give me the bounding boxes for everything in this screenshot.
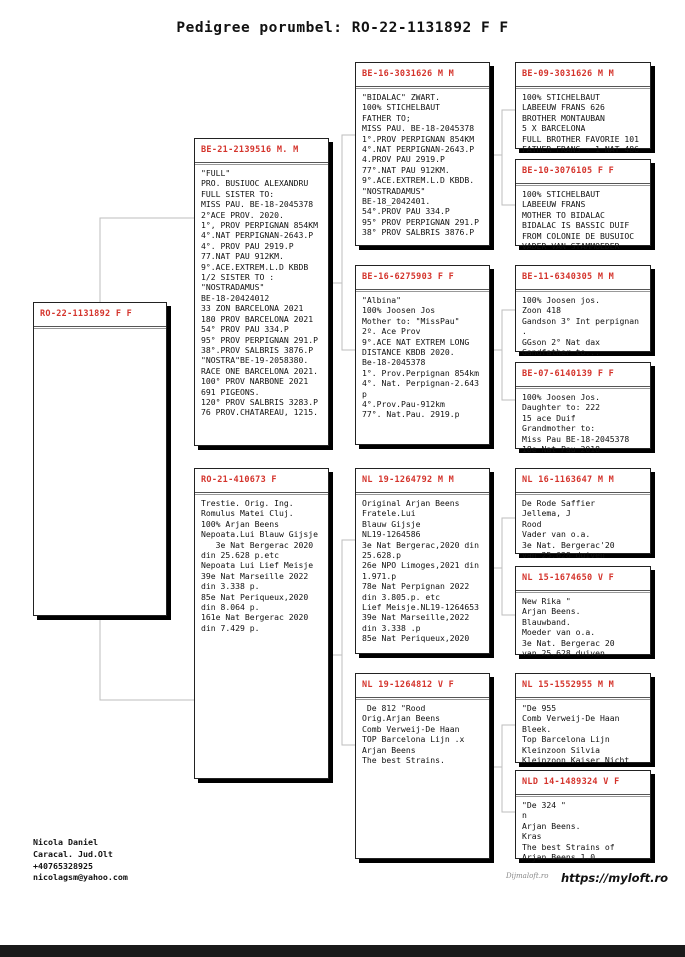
dam-dam-dam-details: "De 324 " n Arjan Beens. Kras The best Strains of Arjan Beens 1.0 (522, 800, 615, 863)
header-divider (516, 492, 650, 493)
header-divider-secondary (516, 88, 650, 89)
sire-sire-card (355, 62, 490, 246)
header-divider (516, 794, 650, 795)
header-divider (356, 492, 489, 493)
subject-ring-number: RO-22-1131892 F F (40, 309, 133, 319)
sire-dam-ring-number: BE-16-6275903 F F (362, 272, 455, 282)
owner-city: Caracal. Jud.Olt (33, 848, 113, 859)
dam-dam-sire-details: "De 955 Comb Verweij-De Haan Bleek. Top Barcelona Lijn Kleinzoon Silvia Kleinzoon Kaiser Nicht (522, 703, 630, 766)
header-divider (516, 386, 650, 387)
dam-sire-card (355, 468, 490, 654)
header-divider (356, 289, 489, 290)
header-divider-secondary (356, 494, 489, 495)
header-divider-secondary (34, 328, 166, 329)
dam-dam-ring-number: NL 19-1264812 V F (362, 680, 455, 690)
sire-sire-dam-details: 100% STICHELBAUT LABEEUW FRANS MOTHER TO BIDALAC BIDALAC IS BASSIC DUIF FROM COLONIE DE BUSUIOC VADER VAN STAMMOEDER (522, 189, 635, 252)
sire-sire-ring-number: BE-16-3031626 M M (362, 69, 455, 79)
sire-dam-sire-ring-number: BE-11-6340305 M M (522, 272, 615, 282)
sire-ring-number: BE-21-2139516 M. M (201, 145, 299, 155)
header-divider (34, 326, 166, 327)
owner-info (33, 837, 128, 884)
header-divider (516, 697, 650, 698)
header-divider (195, 492, 328, 493)
dam-sire-sire-details: De Rode Saffier Jellema, J Rood Vader van o.a. 3e Nat. Bergerac'20 van 25.628 duiven (522, 498, 615, 561)
website-link[interactable]: https://myloft.ro (561, 871, 669, 885)
dam-sire-dam-details: New Rika " Arjan Beens. Blauwband. Moeder van o.a. 3e Nat. Bergerac 20 van 25.628 duiven (522, 596, 615, 659)
dam-details: Trestie. Orig. Ing. Romulus Matei Cluj. 100% Arjan Beens Nepoata.Lui Blauw Gijsje 3e Nat Bergerac 2020 din 25.628 p.etc Nepoata Lui Lief Meisje 39e Nat Marseille 2022 din 3.338 p. 85e Nat Periqueux,2020 din 8.064 p. 161e Nat Bergerac 2020 din 7.429 p. (201, 498, 318, 633)
header-divider-secondary (516, 699, 650, 700)
page-title: Pedigree porumbel: RO-22-1131892 F F (176, 20, 509, 36)
sire-dam-dam-ring-number: BE-07-6140139 F F (522, 369, 615, 379)
bottom-frame-edge (0, 945, 685, 957)
owner-name: Nicola Daniel (33, 837, 98, 847)
header-divider (356, 86, 489, 87)
header-divider (516, 86, 650, 87)
sire-dam-card (355, 265, 490, 445)
sire-sire-sire-ring-number: BE-09-3031626 M M (522, 69, 615, 79)
dam-ring-number: RO-21-410673 F (201, 475, 277, 485)
header-divider-secondary (516, 388, 650, 389)
signature-logo: Dijmaloft.ro (506, 872, 549, 880)
dam-dam-dam-card (515, 770, 651, 863)
subject-card (33, 302, 167, 616)
sire-sire-details: "BIDALAC" ZWART. 100% STICHELBAUT FATHER TO; MISS PAU. BE-18-2045378 1°.PROV PERPIGNAN 854KM 4°.NAT PERPIGNAN-2643.P 4.PROV PAU 2919.P 77°.NAT PAU 912KM. 9°.ACE.EXTREM.L.D KBDB. "NOSTRADAMUS" BE-18_2042401. 54°.PROV PAU 334.P 95° PROV PERPIGNAN 291.P 38° PROV SALBRIS 3876.P (362, 92, 479, 238)
dam-dam-card (355, 673, 490, 859)
header-divider-secondary (356, 88, 489, 89)
dam-sire-sire-ring-number: NL 16-1163647 M M (522, 475, 615, 485)
dam-sire-dam-ring-number: NL 15-1674650 V F (522, 573, 615, 583)
sire-details: "FULL" PRO. BUSIUOC ALEXANDRU FULL SISTER TO: MISS PAU. BE-18-2045378 2°ACE PROV. 2020. 1°, PROV PERPIGNAN 854KM 4°.NAT PERPIGNAN-2643.P 4°. PROV PAU 2919.P 77.NAT PAU 912KM. 9°.ACE.EXTREM.L.D KBDB 1/2 SISTER TO : "NOSTRADAMUS" BE-18-20424012 33 ZON BARCELONA 2021 180 PROV BARCELONA 2021 54° PROV PAU 334.P 95° PROV PERPIGNAN 291.P 38°.PROV SALBRIS 3876.P "NOSTRA"BE-19-2058380. RACE ONE BARCELONA 2021. 100° PROV NARBONE 2021 691 PIGEONS. 120° PROV SALBRIS 3283.P 76 PROV.CHATAREAU, 1215. (201, 168, 318, 418)
dam-dam-sire-card (515, 673, 651, 766)
header-divider (516, 183, 650, 184)
sire-sire-sire-details: 100% STICHELBAUT LABEEUW FRANS 626 BROTHER MONTAUBAN 5 X BARCELONA FULL BROTHER FAVORIE 101 FATHER FRANS - 1 NAT 486 (522, 92, 639, 155)
owner-phone: +40765328925 (33, 860, 93, 871)
dam-sire-details: Original Arjan Beens Fratele.Lui Blauw Gijsje NL19-1264586 3e Nat Bergerac,2020 din 25.628.p 26e NPO Limoges,2021 din 1.971.p 78e Nat Perpignan 2022 din 3.805.p. etc Lief Meisje.NL19-1264653 39e Nat Marseille,2022 din 3.338 .p 85e Nat Periqueux,2020 (362, 498, 479, 644)
sire-dam-dam-card (515, 362, 651, 455)
header-divider-secondary (516, 185, 650, 186)
dam-dam-dam-ring-number: NLD 14-1489324 V F (522, 777, 620, 787)
sire-dam-sire-details: 100% Joosen jos. Zoon 418 Gandson 3° Int perpignan . GGson 2° Nat dax Gandfather to... (522, 295, 639, 358)
header-divider-secondary (516, 796, 650, 797)
dam-sire-dam-card (515, 566, 651, 659)
header-divider-secondary (356, 699, 489, 700)
dam-card (194, 468, 329, 779)
dam-sire-sire-card (515, 468, 651, 561)
header-divider-secondary (356, 291, 489, 292)
sire-dam-details: "Albina" 100% Joosen Jos Mother to: "MissPau" 2º. Ace Prov 9°.ACE NAT EXTREM LONG DISTANCE KBDB 2020. Be-18-2045378 1°. Prov.Perpignan 854km 4°. Nat. Perpignan-2.643 p 4°.Prov.Pau-912km 77°. Nat.Pau. 2919.p (362, 295, 479, 420)
header-divider-secondary (195, 494, 328, 495)
dam-sire-ring-number: NL 19-1264792 M M (362, 475, 455, 485)
header-divider (356, 697, 489, 698)
sire-sire-dam-ring-number: BE-10-3076105 F F (522, 166, 615, 176)
sire-dam-sire-card (515, 265, 651, 358)
header-divider (516, 590, 650, 591)
header-divider-secondary (195, 164, 328, 165)
header-divider-secondary (516, 494, 650, 495)
owner-email: nicolagsm@yahoo.com (33, 872, 128, 883)
dam-dam-details: De 812 "Rood Orig.Arjan Beens Comb Verweij-De Haan TOP Barcelona Lijn .x Arjan Beens The best Strains. (362, 703, 465, 766)
sire-sire-sire-card (515, 62, 651, 155)
dam-dam-sire-ring-number: NL 15-1552955 M M (522, 680, 615, 690)
sire-card (194, 138, 329, 446)
header-divider-secondary (516, 291, 650, 292)
header-divider (195, 162, 328, 163)
sire-dam-dam-details: 100% Joosen Jos. Daughter to: 222 15 ace Duif Grandmother to: Miss Pau BE-18-2045378 18e Nat Pau 2018 (522, 392, 630, 455)
sire-sire-dam-card (515, 159, 651, 252)
header-divider-secondary (516, 592, 650, 593)
header-divider (516, 289, 650, 290)
